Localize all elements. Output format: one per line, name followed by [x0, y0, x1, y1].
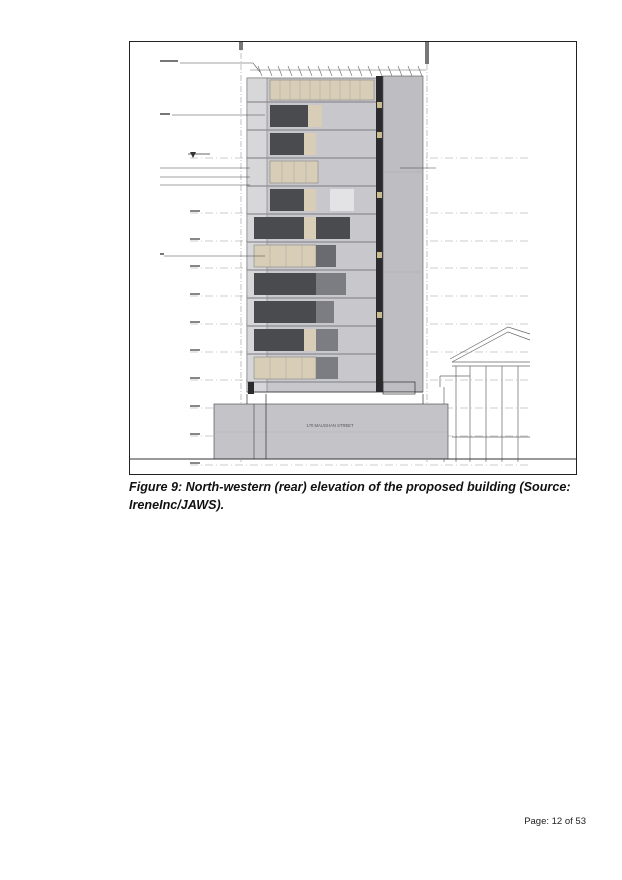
page-number: Page: 12 of 53	[524, 816, 586, 827]
elevation-figure	[129, 41, 577, 475]
grid-tag-right	[425, 42, 429, 64]
datum-marker	[188, 152, 210, 158]
grid-tag-left	[239, 42, 243, 50]
level-tags	[190, 210, 200, 464]
neighbour-house	[440, 327, 530, 462]
figure-caption: Figure 9: North-western (rear) elevation of the proposed building (Source: IreneInc/JAWS).	[129, 480, 571, 512]
service-core	[383, 76, 423, 392]
roof-louvres	[250, 66, 426, 76]
dark-core-band	[376, 76, 383, 392]
annotation-marks	[160, 60, 178, 255]
elevation-drawing	[130, 42, 577, 475]
street-label: 170 MAUGHAN STREET	[306, 423, 354, 428]
